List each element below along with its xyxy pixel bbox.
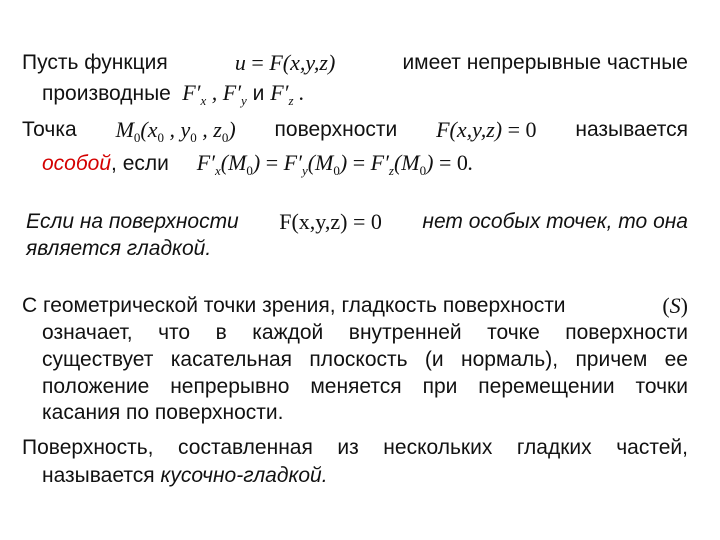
para4-line1-text: С геометрической точки зрения, гладкость поверхности <box>22 294 566 317</box>
para2-line1 <box>22 117 688 143</box>
formula-F-equals-0-b: F(x,y,z) = 0 <box>279 209 382 234</box>
para1-line1-text: Пусть функция <box>22 51 168 74</box>
para2-line1-text2: поверхности <box>274 118 398 141</box>
para4-line2 <box>42 320 688 346</box>
para3-line2: является гладкой. <box>26 237 212 260</box>
formula-u-equals-F: u = F(x,y,z) <box>234 50 336 75</box>
para1-line2-and: и <box>252 82 265 105</box>
para2-line1-text3: называется <box>575 118 688 141</box>
para5-line1 <box>22 435 688 461</box>
para4-line4-text: положение непрерывно меняется при перемещении точки <box>42 375 688 398</box>
para1-line1 <box>22 50 688 76</box>
formula-F-equals-0: F(x,y,z) = 0 <box>436 117 537 142</box>
para5-line1-text: Поверхность, составленная из нескольких гладких частей, <box>22 436 688 459</box>
para4-line1 <box>22 293 688 319</box>
para4-line2-text: означает, что в каждой внутренней точке поверхности <box>42 321 688 344</box>
para4-line3-text: существует касательная плоскость (и нормаль), причем ее <box>42 348 688 371</box>
para2-line1-text: Точка <box>22 118 77 141</box>
para2-line2-if: , если <box>111 152 169 175</box>
para4-line3 <box>42 347 688 373</box>
para3-line1 <box>26 209 688 235</box>
para4-line5: касания по поверхности. <box>42 401 284 424</box>
para1-line2 <box>42 80 305 107</box>
formula-Fx-Fy: $F'_x$ , $F'_y$ <box>176 80 247 108</box>
formula-singular-condition: $F'_x(M_0) = F'_y(M_0) = F'_z(M_0) = 0$. <box>196 150 474 178</box>
para3-line1-text: Если на поверхности <box>26 210 239 233</box>
para5-line2 <box>42 463 328 489</box>
para5-line2-text: называется <box>42 464 155 487</box>
formula-S: (S) <box>662 293 688 318</box>
para4-line4 <box>42 374 688 400</box>
formula-M0: $M_0(x_0$ , $y_0$ , $z_0$) <box>115 117 236 145</box>
term-piecewise-smooth: кусочно-гладкой. <box>160 464 328 487</box>
formula-Fz: $F'_z$ . <box>270 80 305 108</box>
term-special: особой <box>42 152 112 175</box>
para2-line2 <box>42 150 473 177</box>
para3-line1-text2: нет особых точек, то она <box>422 210 688 233</box>
para1-line2-text: производные <box>42 82 171 105</box>
para1-line1-text2: имеет непрерывные частные <box>402 51 688 74</box>
